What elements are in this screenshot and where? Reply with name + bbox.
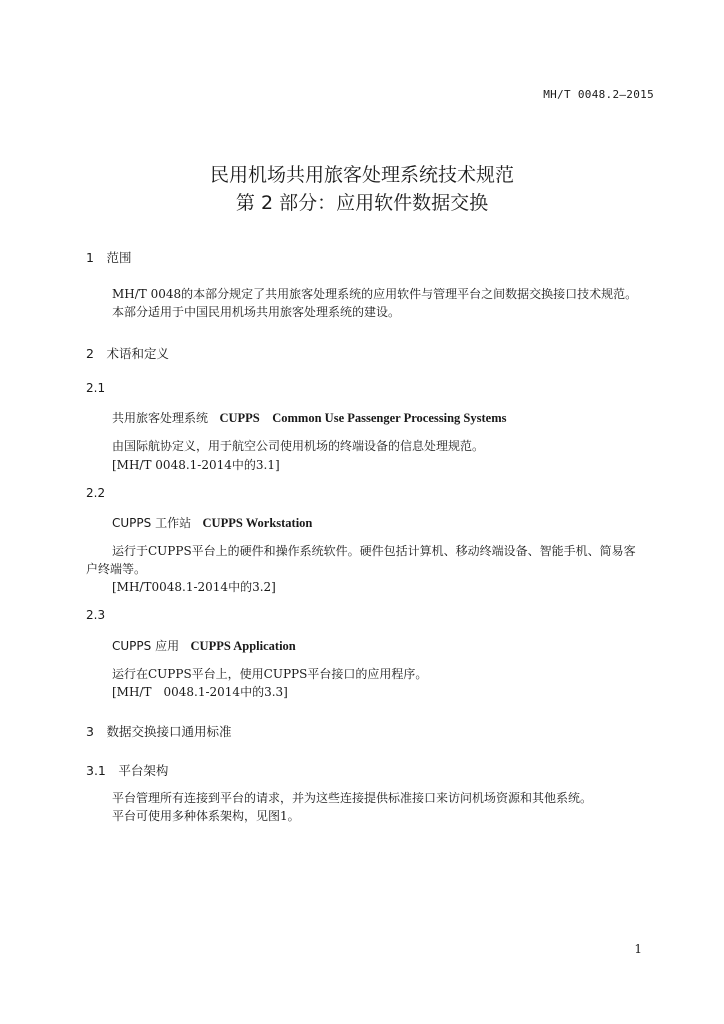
section-1-heading: 1 范围 [86,250,132,265]
term-2-3-title [112,637,296,654]
section-3-1-heading: 3.1 平台架构 [86,763,169,778]
term-2-2-definition-line-1: 运行于CUPPS平台上的硬件和操作系统软件。硬件包括计算机、移动终端设备、智能手机、简易客 [112,544,636,558]
term-2-3-chinese: CUPPS 应用 [112,639,180,653]
term-2-1-title [112,408,507,426]
term-2-3-definition: 运行在CUPPS平台上，使用CUPPS平台接口的应用程序。 [112,667,428,681]
term-2-3-english: CUPPS Application [190,639,296,653]
term-2-1-chinese: 共用旅客处理系统 [112,411,209,425]
section-2-heading: 2 术语和定义 [86,346,169,361]
term-2-2-english: CUPPS Workstation [202,516,313,530]
term-2-1-english: CUPPS Common Use Passenger Processing Systems [219,411,507,425]
term-2-3-number: 2.3 [86,608,106,622]
term-2-1-number: 2.1 [86,381,106,395]
term-2-3-source: [MH/T 0048.1-2014中的3.3] [112,685,288,699]
term-2-2-source: [MH/T0048.1-2014中的3.2] [112,580,276,594]
section-1-paragraph-1: MH/T 0048的本部分规定了共用旅客处理系统的应用软件与管理平台之间数据交换接口技术规范。 [112,287,638,301]
standard-code: MH/T 0048.2—2015 [543,88,654,101]
document-title: 民用机场共用旅客处理系统技术规范 [209,164,514,186]
section-3-1-paragraph-2: 平台可使用多种体系架构，见图1。 [112,809,300,823]
term-2-1-definition: 由国际航协定义，用于航空公司使用机场的终端设备的信息处理规范。 [112,439,485,453]
document-subtitle: 第 2 部分：应用软件数据交换 [235,192,489,214]
section-1-paragraph-2: 本部分适用于中国民用机场共用旅客处理系统的建设。 [112,305,401,319]
term-2-2-chinese: CUPPS 工作站 [112,516,192,530]
section-3-1-paragraph-1: 平台管理所有连接到平台的请求，并为这些连接提供标准接口来访问机场资源和其他系统。 [112,791,593,805]
term-2-2-title [112,514,312,531]
term-2-2-definition-line-2: 户终端等。 [86,562,147,576]
page-number: 1 [634,942,642,956]
section-3-heading: 3 数据交换接口通用标准 [86,724,232,739]
term-2-1-source: [MH/T 0048.1-2014中的3.1] [112,458,280,472]
term-2-2-number: 2.2 [86,486,106,500]
